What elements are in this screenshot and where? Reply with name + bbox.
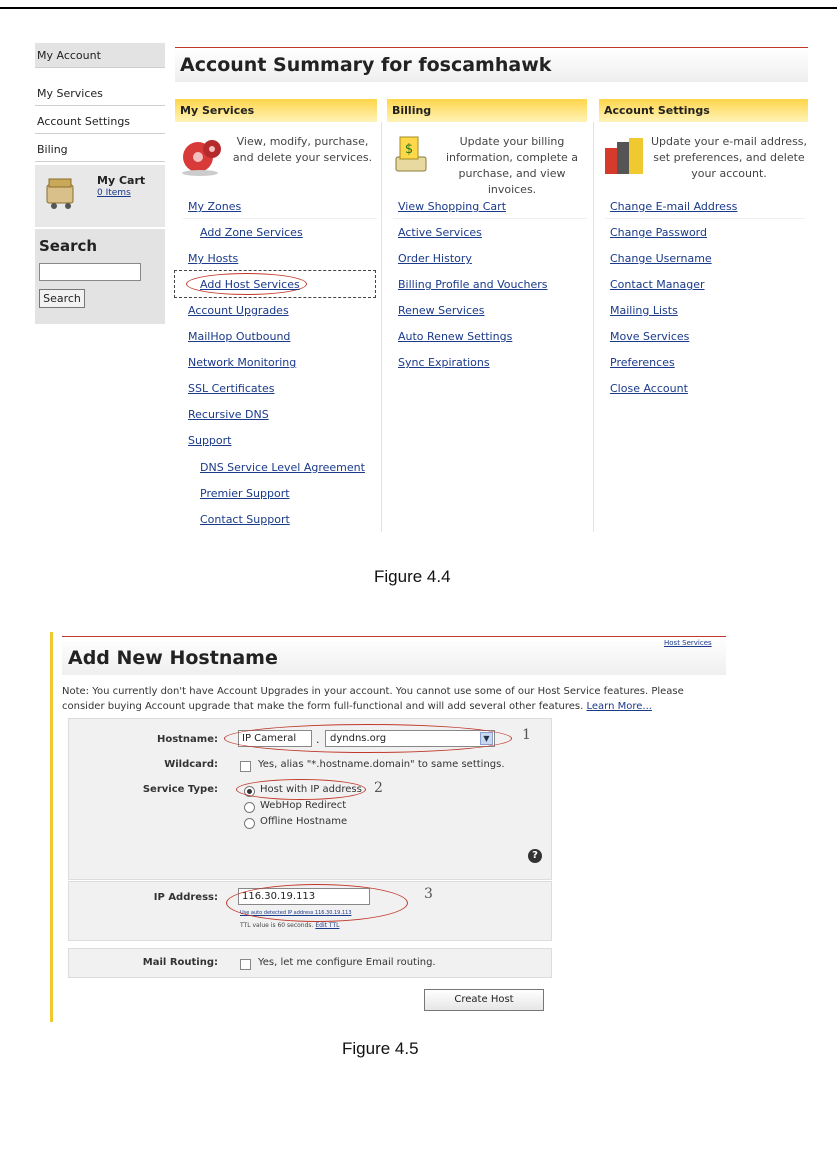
- link-view-shopping-cart[interactable]: View Shopping Cart: [398, 200, 507, 213]
- link-recursive-dns[interactable]: Recursive DNS: [188, 408, 269, 421]
- link-premier-support[interactable]: Premier Support: [200, 487, 290, 500]
- link-change-username[interactable]: Change Username: [610, 252, 712, 265]
- figure-caption-4-4: Figure 4.4: [374, 567, 451, 586]
- create-host-button[interactable]: Create Host: [424, 989, 544, 1011]
- edit-ttl-link[interactable]: Edit TTL: [315, 922, 340, 929]
- link-add-zone-services[interactable]: Add Zone Services: [200, 226, 303, 239]
- service-type-ellipse: [236, 779, 366, 800]
- page-title: Account Summary for foscamhawk: [180, 54, 552, 76]
- note-text: Note: You currently don't have Account Upgrades in your account. You cannot use some of our Host Service features. Please consider buying Account upgrade that make the form full-functional and will add several other features.: [62, 686, 684, 712]
- top-rule: [0, 7, 837, 9]
- header-billing: Billing: [387, 99, 587, 122]
- hostname-label: Hostname:: [156, 734, 218, 745]
- link-mailhop-outbound[interactable]: MailHop Outbound: [188, 330, 291, 343]
- link-close-account[interactable]: Close Account: [610, 382, 688, 395]
- add-hostname-title: Add New Hostname: [68, 647, 278, 669]
- domain-value: dyndns.org: [330, 733, 387, 744]
- left-accent-bar: [50, 632, 53, 1022]
- option-host-ip: Host with IP address: [260, 784, 362, 795]
- link-sync-expirations[interactable]: Sync Expirations: [398, 356, 490, 369]
- ip-address-input[interactable]: 116.30.19.113: [238, 888, 370, 905]
- nav-account-settings[interactable]: Account Settings: [35, 109, 165, 134]
- link-order-history[interactable]: Order History: [398, 252, 472, 265]
- search-heading: Search: [39, 237, 98, 255]
- link-dns-sla[interactable]: DNS Service Level Agreement: [200, 461, 365, 474]
- service-type-label: Service Type:: [142, 784, 218, 795]
- column-divider: [593, 122, 594, 532]
- hostname-ellipse: [224, 724, 512, 753]
- row-separator: [605, 218, 805, 219]
- svg-text:$: $: [404, 142, 414, 157]
- option-offline: Offline Hostname: [260, 816, 348, 827]
- column-divider: [381, 122, 382, 532]
- cart-box[interactable]: [35, 165, 165, 227]
- search-panel: [35, 229, 165, 324]
- link-contact-manager[interactable]: Contact Manager: [610, 278, 705, 291]
- radio-offline[interactable]: [244, 818, 255, 829]
- ttl-text: TTL value is 60 seconds.: [240, 922, 314, 929]
- billing-icon: [392, 135, 432, 177]
- cart-title: My Cart: [97, 174, 146, 187]
- mail-routing-label: Mail Routing:: [142, 957, 218, 968]
- link-network-monitoring[interactable]: Network Monitoring: [188, 356, 297, 369]
- link-renew-services[interactable]: Renew Services: [398, 304, 485, 317]
- nav-my-account[interactable]: My Account: [35, 43, 165, 68]
- settings-icon: [601, 134, 649, 178]
- link-mailing-lists[interactable]: Mailing Lists: [610, 304, 678, 317]
- ip-ellipse: [226, 884, 408, 922]
- link-move-services[interactable]: Move Services: [610, 330, 690, 343]
- help-icon[interactable]: ?: [528, 849, 542, 863]
- link-contact-support[interactable]: Contact Support: [200, 513, 290, 526]
- header-my-services: My Services: [175, 99, 377, 122]
- hostname-input[interactable]: IP Cameral: [238, 730, 312, 747]
- link-change-email[interactable]: Change E-mail Address: [610, 200, 738, 213]
- chevron-down-icon[interactable]: ▼: [480, 732, 493, 745]
- link-account-upgrades[interactable]: Account Upgrades: [188, 304, 289, 317]
- host-services-link[interactable]: Host Services: [664, 639, 712, 647]
- link-auto-renew-settings[interactable]: Auto Renew Settings: [398, 330, 513, 343]
- link-support[interactable]: Support: [188, 434, 232, 447]
- option-webhop: WebHop Redirect: [260, 800, 347, 811]
- ttl-info: [240, 922, 339, 929]
- learn-more-link[interactable]: Learn More...: [586, 701, 652, 712]
- nav-my-services[interactable]: My Services: [35, 81, 165, 106]
- settings-description: Update your e-mail address, set preferences, and delete your account.: [650, 135, 808, 180]
- link-ssl-certificates[interactable]: SSL Certificates: [188, 382, 275, 395]
- hostname-dot: .: [316, 733, 320, 746]
- link-add-host-services[interactable]: Add Host Services: [200, 278, 300, 291]
- annotation-1: 1: [522, 727, 531, 743]
- ip-address-label: IP Address:: [153, 892, 218, 903]
- search-button[interactable]: Search: [39, 289, 85, 308]
- link-preferences[interactable]: Preferences: [610, 356, 675, 369]
- annotation-2: 2: [374, 780, 383, 796]
- title-bar: [175, 48, 808, 82]
- services-description: View, modify, purchase, and delete your services.: [232, 135, 373, 164]
- search-input[interactable]: [39, 263, 141, 281]
- link-billing-profile[interactable]: Billing Profile and Vouchers: [398, 278, 548, 291]
- header-account-settings: Account Settings: [599, 99, 808, 122]
- radio-webhop[interactable]: [244, 802, 255, 813]
- services-icon: [178, 133, 226, 177]
- link-my-hosts[interactable]: My Hosts: [188, 252, 239, 265]
- account-upgrade-note: [62, 684, 726, 714]
- wildcard-text: Yes, alias "*.hostname.domain" to same settings.: [258, 759, 505, 770]
- wildcard-label: Wildcard:: [164, 759, 218, 770]
- mail-routing-checkbox[interactable]: [240, 959, 251, 970]
- auto-detect-ip-link[interactable]: Use auto detected IP address 116.30.19.113: [240, 910, 352, 916]
- link-change-password[interactable]: Change Password: [610, 226, 707, 239]
- title-bar-2: [62, 637, 726, 675]
- mail-routing-text: Yes, let me configure Email routing.: [258, 957, 436, 968]
- link-active-services[interactable]: Active Services: [398, 226, 482, 239]
- cart-items-link[interactable]: 0 Items: [97, 188, 131, 198]
- row-separator: [183, 218, 377, 219]
- wildcard-checkbox[interactable]: [240, 761, 251, 772]
- figure-caption-4-5: Figure 4.5: [342, 1039, 419, 1058]
- nav-billing[interactable]: Biling: [35, 137, 165, 162]
- row-separator: [393, 218, 587, 219]
- annotation-3: 3: [424, 886, 433, 902]
- cart-icon: [43, 175, 81, 211]
- billing-description: Update your billing information, complete a purchase, and view invoices.: [445, 135, 579, 196]
- link-my-zones[interactable]: My Zones: [188, 200, 242, 213]
